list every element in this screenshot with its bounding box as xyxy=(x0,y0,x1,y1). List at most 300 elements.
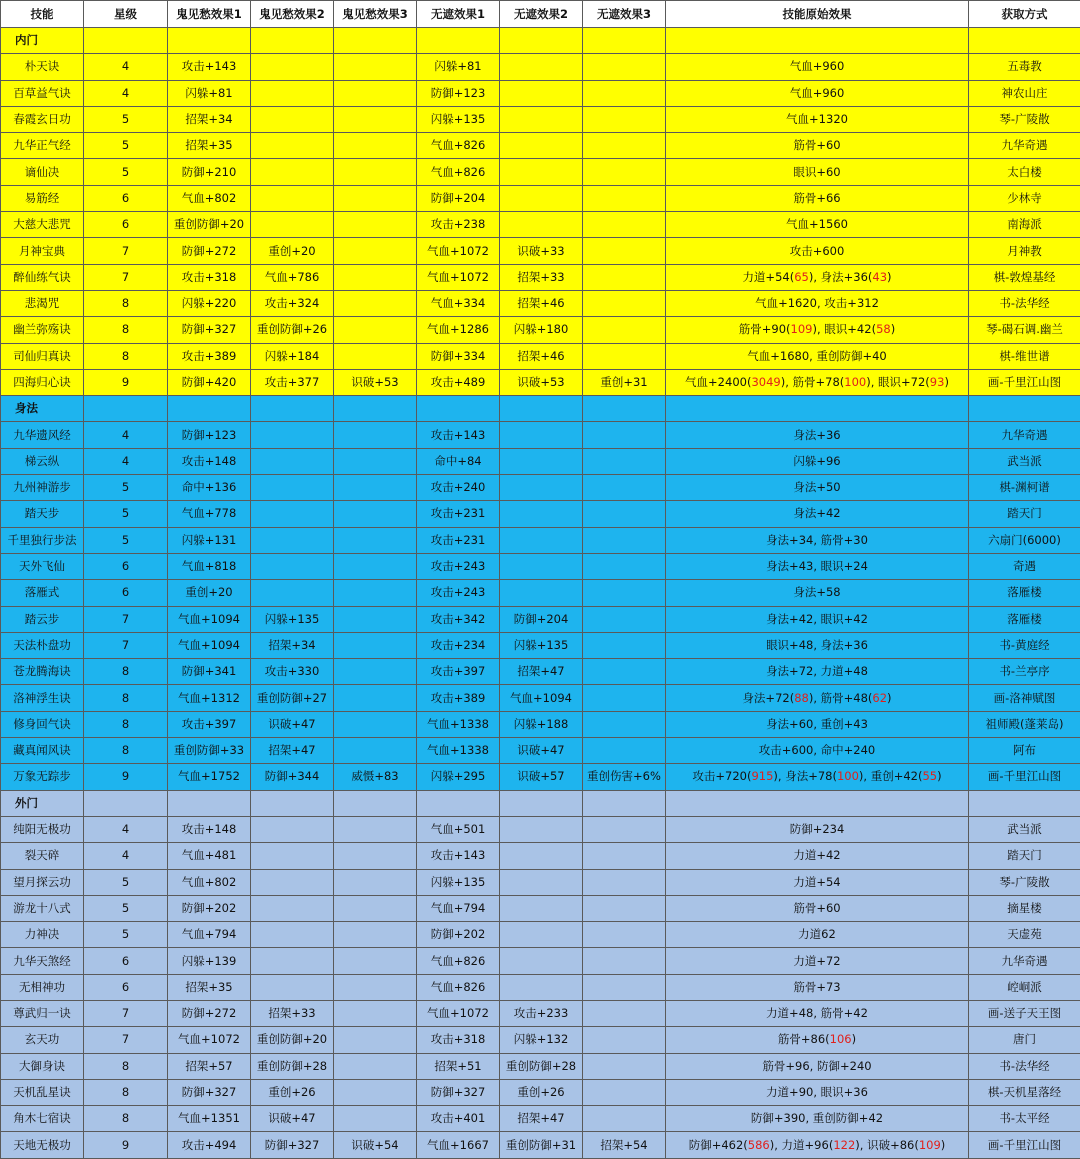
wuzhe-effect-3-cell xyxy=(583,212,666,238)
skill-name-cell: 司仙归真诀 xyxy=(1,343,84,369)
star-level-cell: 6 xyxy=(84,185,168,211)
star-level-cell: 9 xyxy=(84,1132,168,1158)
guijianchou-effect-3-cell xyxy=(334,974,417,1000)
source-cell: 九华奇遇 xyxy=(969,948,1080,974)
header-cell: 无遮效果2 xyxy=(500,1,583,28)
wuzhe-effect-1-cell: 气血+1072 xyxy=(417,238,500,264)
wuzhe-effect-2-cell: 招架+33 xyxy=(500,264,583,290)
skill-name-cell: 梯云纵 xyxy=(1,448,84,474)
effect-text: 筋骨+66 xyxy=(793,190,841,205)
guijianchou-effect-3-cell xyxy=(334,685,417,711)
guijianchou-effect-3-cell xyxy=(334,816,417,842)
guijianchou-effect-3-cell: 识破+53 xyxy=(334,369,417,395)
guijianchou-effect-3-cell xyxy=(334,580,417,606)
star-level-cell: 8 xyxy=(84,290,168,316)
guijianchou-effect-2-cell xyxy=(251,895,334,921)
skill-name-cell: 朴天诀 xyxy=(1,54,84,80)
source-cell: 书-黄庭经 xyxy=(969,632,1080,658)
section-header-row xyxy=(1,28,1080,54)
section-title: 内门 xyxy=(1,28,84,54)
guijianchou-effect-2-cell: 攻击+324 xyxy=(251,290,334,316)
empty-cell xyxy=(666,28,969,54)
guijianchou-effect-2-cell: 闪躲+184 xyxy=(251,343,334,369)
guijianchou-effect-2-cell: 重创+20 xyxy=(251,238,334,264)
guijianchou-effect-1-cell: 气血+481 xyxy=(168,843,251,869)
star-level-cell: 8 xyxy=(84,685,168,711)
effect-text: ) xyxy=(940,1137,946,1152)
star-level-cell: 9 xyxy=(84,369,168,395)
guijianchou-effect-1-cell: 重创防御+20 xyxy=(168,212,251,238)
wuzhe-effect-3-cell xyxy=(583,501,666,527)
guijianchou-effect-1-cell: 重创防御+33 xyxy=(168,738,251,764)
source-cell: 六扇门(6000) xyxy=(969,527,1080,553)
guijianchou-effect-3-cell xyxy=(334,632,417,658)
effect-text: 闪躲+96 xyxy=(793,453,841,468)
original-effect-cell xyxy=(666,764,969,790)
guijianchou-effect-1-cell: 防御+272 xyxy=(168,1000,251,1026)
wuzhe-effect-2-cell xyxy=(500,553,583,579)
wuzhe-effect-2-cell xyxy=(500,922,583,948)
wuzhe-effect-3-cell xyxy=(583,685,666,711)
empty-cell xyxy=(334,28,417,54)
guijianchou-effect-1-cell: 气血+1094 xyxy=(168,632,251,658)
skill-name-cell: 幽兰弥殇诀 xyxy=(1,317,84,343)
skill-name-cell: 春霞玄日功 xyxy=(1,106,84,132)
skill-name-cell: 角木七宿诀 xyxy=(1,1106,84,1132)
header-row xyxy=(1,1,1080,28)
wuzhe-effect-3-cell xyxy=(583,1106,666,1132)
effect-text: ), 筋骨+48( xyxy=(808,690,873,705)
wuzhe-effect-3-cell xyxy=(583,238,666,264)
wuzhe-effect-1-cell: 闪躲+295 xyxy=(417,764,500,790)
header-cell: 鬼见愁效果2 xyxy=(251,1,334,28)
wuzhe-effect-2-cell: 闪躲+132 xyxy=(500,1027,583,1053)
wuzhe-effect-3-cell xyxy=(583,659,666,685)
wuzhe-effect-2-cell: 气血+1094 xyxy=(500,685,583,711)
guijianchou-effect-3-cell xyxy=(334,843,417,869)
effect-text: 气血+2400( xyxy=(685,375,752,389)
wuzhe-effect-2-cell: 招架+46 xyxy=(500,343,583,369)
guijianchou-effect-1-cell: 招架+35 xyxy=(168,974,251,1000)
effect-text: ) xyxy=(887,690,892,705)
star-level-cell: 4 xyxy=(84,843,168,869)
guijianchou-effect-3-cell xyxy=(334,606,417,632)
star-level-cell: 4 xyxy=(84,816,168,842)
effect-text: 眼识+48, 身法+36 xyxy=(766,637,868,652)
wuzhe-effect-1-cell: 气血+501 xyxy=(417,816,500,842)
wuzhe-effect-1-cell: 气血+826 xyxy=(417,133,500,159)
original-effect-cell xyxy=(666,922,969,948)
table-row xyxy=(1,1132,1080,1158)
star-level-cell: 8 xyxy=(84,711,168,737)
skill-name-cell: 踏天步 xyxy=(1,501,84,527)
wuzhe-effect-3-cell xyxy=(583,922,666,948)
guijianchou-effect-3-cell xyxy=(334,317,417,343)
guijianchou-effect-1-cell: 气血+802 xyxy=(168,185,251,211)
wuzhe-effect-2-cell xyxy=(500,527,583,553)
wuzhe-effect-1-cell: 攻击+389 xyxy=(417,685,500,711)
wuzhe-effect-2-cell xyxy=(500,422,583,448)
skill-name-cell: 天地无极功 xyxy=(1,1132,84,1158)
original-effect-cell xyxy=(666,738,969,764)
effect-text: ) xyxy=(887,269,892,284)
wuzhe-effect-2-cell xyxy=(500,895,583,921)
empty-cell xyxy=(168,396,251,422)
original-effect-cell xyxy=(666,369,969,395)
guijianchou-effect-1-cell: 气血+802 xyxy=(168,869,251,895)
guijianchou-effect-3-cell xyxy=(334,1027,417,1053)
wuzhe-effect-1-cell: 气血+826 xyxy=(417,974,500,1000)
guijianchou-effect-1-cell: 闪躲+131 xyxy=(168,527,251,553)
empty-cell xyxy=(84,28,168,54)
guijianchou-effect-3-cell: 识破+54 xyxy=(334,1132,417,1158)
original-effect-cell xyxy=(666,1027,969,1053)
star-level-cell: 4 xyxy=(84,54,168,80)
guijianchou-effect-1-cell: 攻击+318 xyxy=(168,264,251,290)
effect-text: ), 眼识+72( xyxy=(866,375,930,389)
guijianchou-effect-1-cell: 防御+202 xyxy=(168,895,251,921)
table-row xyxy=(1,606,1080,632)
wuzhe-effect-3-cell: 招架+54 xyxy=(583,1132,666,1158)
guijianchou-effect-1-cell: 防御+210 xyxy=(168,159,251,185)
star-level-cell: 8 xyxy=(84,1079,168,1105)
wuzhe-effect-3-cell xyxy=(583,264,666,290)
wuzhe-effect-3-cell xyxy=(583,475,666,501)
guijianchou-effect-1-cell: 气血+794 xyxy=(168,922,251,948)
effect-text: 力道+42 xyxy=(793,848,841,863)
wuzhe-effect-1-cell: 闪躲+81 xyxy=(417,54,500,80)
enhanced-value: 915 xyxy=(751,769,774,784)
enhanced-value: 122 xyxy=(833,1137,856,1152)
wuzhe-effect-1-cell: 命中+84 xyxy=(417,448,500,474)
effect-text: ), 身法+36( xyxy=(808,269,873,284)
wuzhe-effect-2-cell xyxy=(500,159,583,185)
wuzhe-effect-1-cell: 防御+204 xyxy=(417,185,500,211)
guijianchou-effect-3-cell xyxy=(334,1053,417,1079)
table-row xyxy=(1,80,1080,106)
guijianchou-effect-3-cell xyxy=(334,475,417,501)
empty-cell xyxy=(84,396,168,422)
guijianchou-effect-2-cell: 识破+47 xyxy=(251,1106,334,1132)
guijianchou-effect-3-cell xyxy=(334,922,417,948)
source-cell: 武当派 xyxy=(969,448,1080,474)
guijianchou-effect-3-cell xyxy=(334,422,417,448)
effect-text: ), 力道+96( xyxy=(769,1137,834,1152)
wuzhe-effect-3-cell xyxy=(583,185,666,211)
guijianchou-effect-3-cell xyxy=(334,501,417,527)
wuzhe-effect-3-cell xyxy=(583,974,666,1000)
enhanced-value: 586 xyxy=(747,1137,770,1152)
table-row xyxy=(1,922,1080,948)
skill-name-cell: 谪仙决 xyxy=(1,159,84,185)
guijianchou-effect-2-cell: 气血+786 xyxy=(251,264,334,290)
skill-name-cell: 踏云步 xyxy=(1,606,84,632)
wuzhe-effect-2-cell: 攻击+233 xyxy=(500,1000,583,1026)
skill-name-cell: 力神决 xyxy=(1,922,84,948)
original-effect-cell xyxy=(666,343,969,369)
guijianchou-effect-1-cell: 气血+778 xyxy=(168,501,251,527)
header-cell: 鬼见愁效果3 xyxy=(334,1,417,28)
guijianchou-effect-2-cell xyxy=(251,501,334,527)
guijianchou-effect-3-cell xyxy=(334,238,417,264)
wuzhe-effect-2-cell xyxy=(500,948,583,974)
source-cell: 唐门 xyxy=(969,1027,1080,1053)
skill-name-cell: 九华遗风经 xyxy=(1,422,84,448)
effect-text: 气血+960 xyxy=(789,85,845,100)
skill-name-cell: 藏真闻风诀 xyxy=(1,738,84,764)
wuzhe-effect-2-cell xyxy=(500,974,583,1000)
original-effect-cell xyxy=(666,80,969,106)
source-cell: 武当派 xyxy=(969,816,1080,842)
wuzhe-effect-1-cell: 气血+1286 xyxy=(417,317,500,343)
source-cell: 少林寺 xyxy=(969,185,1080,211)
empty-cell xyxy=(334,790,417,816)
guijianchou-effect-2-cell xyxy=(251,843,334,869)
wuzhe-effect-1-cell: 攻击+231 xyxy=(417,501,500,527)
star-level-cell: 8 xyxy=(84,343,168,369)
original-effect-cell xyxy=(666,290,969,316)
wuzhe-effect-3-cell: 重创伤害+6% xyxy=(583,764,666,790)
table-row xyxy=(1,685,1080,711)
source-cell: 书-兰亭序 xyxy=(969,659,1080,685)
guijianchou-effect-3-cell xyxy=(334,80,417,106)
guijianchou-effect-3-cell xyxy=(334,711,417,737)
enhanced-value: 58 xyxy=(876,322,891,337)
effect-text: 筋骨+86( xyxy=(777,1032,830,1047)
star-level-cell: 4 xyxy=(84,422,168,448)
wuzhe-effect-3-cell xyxy=(583,159,666,185)
guijianchou-effect-1-cell: 防御+327 xyxy=(168,1079,251,1105)
wuzhe-effect-3-cell xyxy=(583,895,666,921)
table-row xyxy=(1,1027,1080,1053)
source-cell: 琴-广陵散 xyxy=(969,869,1080,895)
skill-name-cell: 悲渴咒 xyxy=(1,290,84,316)
skill-name-cell: 望月探云功 xyxy=(1,869,84,895)
effect-text: 身法+36 xyxy=(793,427,841,442)
original-effect-cell xyxy=(666,527,969,553)
guijianchou-effect-3-cell xyxy=(334,264,417,290)
wuzhe-effect-2-cell: 识破+57 xyxy=(500,764,583,790)
table-row xyxy=(1,948,1080,974)
guijianchou-effect-1-cell: 闪躲+220 xyxy=(168,290,251,316)
guijianchou-effect-3-cell xyxy=(334,948,417,974)
wuzhe-effect-1-cell: 气血+826 xyxy=(417,159,500,185)
skill-name-cell: 四海归心诀 xyxy=(1,369,84,395)
skill-name-cell: 易筋经 xyxy=(1,185,84,211)
wuzhe-effect-3-cell xyxy=(583,580,666,606)
wuzhe-effect-3-cell xyxy=(583,632,666,658)
empty-cell xyxy=(500,28,583,54)
original-effect-cell xyxy=(666,159,969,185)
guijianchou-effect-3-cell xyxy=(334,212,417,238)
effect-text: ) xyxy=(937,769,942,784)
skill-name-cell: 万象无踪步 xyxy=(1,764,84,790)
table-row xyxy=(1,1079,1080,1105)
effect-text: 身法+42, 眼识+42 xyxy=(766,611,868,626)
source-cell: 棋-维世谱 xyxy=(969,343,1080,369)
original-effect-cell xyxy=(666,133,969,159)
table-row xyxy=(1,185,1080,211)
effect-text: 身法+43, 眼识+24 xyxy=(766,559,868,574)
source-cell: 画-送子天王图 xyxy=(969,1000,1080,1026)
effect-text: 攻击+720( xyxy=(692,769,752,784)
table-row xyxy=(1,422,1080,448)
original-effect-cell xyxy=(666,1079,969,1105)
wuzhe-effect-1-cell: 攻击+240 xyxy=(417,475,500,501)
enhanced-value: 109 xyxy=(918,1137,941,1152)
skill-name-cell: 无相神功 xyxy=(1,974,84,1000)
original-effect-cell xyxy=(666,1000,969,1026)
skill-name-cell: 千里独行步法 xyxy=(1,527,84,553)
source-cell: 落雁楼 xyxy=(969,580,1080,606)
table-row xyxy=(1,843,1080,869)
skill-name-cell: 大御身诀 xyxy=(1,1053,84,1079)
original-effect-cell xyxy=(666,264,969,290)
guijianchou-effect-3-cell xyxy=(334,133,417,159)
star-level-cell: 5 xyxy=(84,922,168,948)
wuzhe-effect-1-cell: 气血+794 xyxy=(417,895,500,921)
source-cell: 神农山庄 xyxy=(969,80,1080,106)
guijianchou-effect-3-cell: 威慑+83 xyxy=(334,764,417,790)
effect-text: 攻击+600, 命中+240 xyxy=(758,743,876,758)
wuzhe-effect-2-cell xyxy=(500,185,583,211)
source-cell: 画-洛神赋图 xyxy=(969,685,1080,711)
empty-cell xyxy=(583,28,666,54)
empty-cell xyxy=(251,790,334,816)
wuzhe-effect-1-cell: 防御+327 xyxy=(417,1079,500,1105)
wuzhe-effect-2-cell: 识破+53 xyxy=(500,369,583,395)
effect-text: 气血+1320 xyxy=(786,112,848,127)
section-header-row xyxy=(1,396,1080,422)
star-level-cell: 8 xyxy=(84,738,168,764)
guijianchou-effect-1-cell: 招架+34 xyxy=(168,106,251,132)
guijianchou-effect-3-cell xyxy=(334,553,417,579)
source-cell: 五毒教 xyxy=(969,54,1080,80)
source-cell: 棋-渊柯谱 xyxy=(969,475,1080,501)
wuzhe-effect-2-cell xyxy=(500,843,583,869)
guijianchou-effect-1-cell: 防御+341 xyxy=(168,659,251,685)
effect-text: 筋骨+90( xyxy=(738,322,791,337)
wuzhe-effect-1-cell: 招架+51 xyxy=(417,1053,500,1079)
header-cell: 获取方式 xyxy=(969,1,1080,28)
guijianchou-effect-2-cell: 招架+47 xyxy=(251,738,334,764)
effect-text: 气血+1620, 攻击+312 xyxy=(755,296,879,311)
star-level-cell: 5 xyxy=(84,895,168,921)
star-level-cell: 7 xyxy=(84,632,168,658)
enhanced-value: 100 xyxy=(844,375,867,389)
source-cell: 踏天门 xyxy=(969,843,1080,869)
effect-text: 攻击+600 xyxy=(789,243,845,258)
effect-text: 筋骨+60 xyxy=(793,138,841,153)
empty-cell xyxy=(334,396,417,422)
original-effect-cell xyxy=(666,974,969,1000)
source-cell: 琴-广陵散 xyxy=(969,106,1080,132)
original-effect-cell xyxy=(666,843,969,869)
effect-text: 筋骨+73 xyxy=(793,979,841,994)
wuzhe-effect-3-cell xyxy=(583,133,666,159)
guijianchou-effect-2-cell: 重创防御+26 xyxy=(251,317,334,343)
effect-text: 力道62 xyxy=(798,927,836,942)
wuzhe-effect-2-cell: 识破+47 xyxy=(500,738,583,764)
table-row xyxy=(1,1053,1080,1079)
effect-text: ), 识破+86( xyxy=(855,1137,919,1152)
wuzhe-effect-1-cell: 攻击+243 xyxy=(417,553,500,579)
source-cell: 落雁楼 xyxy=(969,606,1080,632)
guijianchou-effect-1-cell: 攻击+389 xyxy=(168,343,251,369)
wuzhe-effect-2-cell: 识破+33 xyxy=(500,238,583,264)
table-row xyxy=(1,317,1080,343)
empty-cell xyxy=(168,28,251,54)
star-level-cell: 8 xyxy=(84,659,168,685)
guijianchou-effect-3-cell xyxy=(334,1000,417,1026)
guijianchou-effect-3-cell xyxy=(334,738,417,764)
effect-text: ), 重创+42( xyxy=(858,769,923,784)
table-row xyxy=(1,264,1080,290)
star-level-cell: 7 xyxy=(84,1027,168,1053)
wuzhe-effect-1-cell: 攻击+231 xyxy=(417,527,500,553)
wuzhe-effect-3-cell xyxy=(583,816,666,842)
guijianchou-effect-2-cell: 招架+34 xyxy=(251,632,334,658)
guijianchou-effect-3-cell xyxy=(334,527,417,553)
original-effect-cell xyxy=(666,422,969,448)
empty-cell xyxy=(583,790,666,816)
guijianchou-effect-2-cell: 招架+33 xyxy=(251,1000,334,1026)
original-effect-cell xyxy=(666,448,969,474)
wuzhe-effect-3-cell: 重创+31 xyxy=(583,369,666,395)
skill-name-cell: 九华天煞经 xyxy=(1,948,84,974)
effect-text: ), 筋骨+78( xyxy=(780,375,845,389)
source-cell: 阿布 xyxy=(969,738,1080,764)
guijianchou-effect-3-cell xyxy=(334,159,417,185)
wuzhe-effect-3-cell xyxy=(583,606,666,632)
guijianchou-effect-1-cell: 防御+327 xyxy=(168,317,251,343)
effect-text: ), 身法+78( xyxy=(773,769,837,784)
skill-name-cell: 落雁式 xyxy=(1,580,84,606)
skill-name-cell: 尊武归一诀 xyxy=(1,1000,84,1026)
guijianchou-effect-3-cell xyxy=(334,448,417,474)
wuzhe-effect-1-cell: 攻击+238 xyxy=(417,212,500,238)
guijianchou-effect-1-cell: 防御+420 xyxy=(168,369,251,395)
effect-text: ) xyxy=(944,375,949,389)
guijianchou-effect-2-cell: 重创防御+20 xyxy=(251,1027,334,1053)
table-row xyxy=(1,659,1080,685)
guijianchou-effect-2-cell: 重创防御+28 xyxy=(251,1053,334,1079)
guijianchou-effect-1-cell: 气血+1351 xyxy=(168,1106,251,1132)
guijianchou-effect-3-cell xyxy=(334,1079,417,1105)
table-row xyxy=(1,738,1080,764)
guijianchou-effect-1-cell: 闪躲+81 xyxy=(168,80,251,106)
wuzhe-effect-3-cell xyxy=(583,1000,666,1026)
guijianchou-effect-3-cell xyxy=(334,290,417,316)
guijianchou-effect-1-cell: 招架+35 xyxy=(168,133,251,159)
skill-name-cell: 游龙十八式 xyxy=(1,895,84,921)
guijianchou-effect-1-cell: 气血+1752 xyxy=(168,764,251,790)
star-level-cell: 5 xyxy=(84,159,168,185)
source-cell: 崆峒派 xyxy=(969,974,1080,1000)
wuzhe-effect-2-cell xyxy=(500,475,583,501)
original-effect-cell xyxy=(666,685,969,711)
source-cell: 九华奇遇 xyxy=(969,133,1080,159)
original-effect-cell xyxy=(666,816,969,842)
skill-name-cell: 天法朴盘功 xyxy=(1,632,84,658)
guijianchou-effect-3-cell xyxy=(334,54,417,80)
wuzhe-effect-1-cell: 攻击+342 xyxy=(417,606,500,632)
guijianchou-effect-1-cell: 命中+136 xyxy=(168,475,251,501)
table-row xyxy=(1,632,1080,658)
empty-cell xyxy=(168,790,251,816)
guijianchou-effect-2-cell xyxy=(251,948,334,974)
enhanced-value: 43 xyxy=(872,269,888,284)
